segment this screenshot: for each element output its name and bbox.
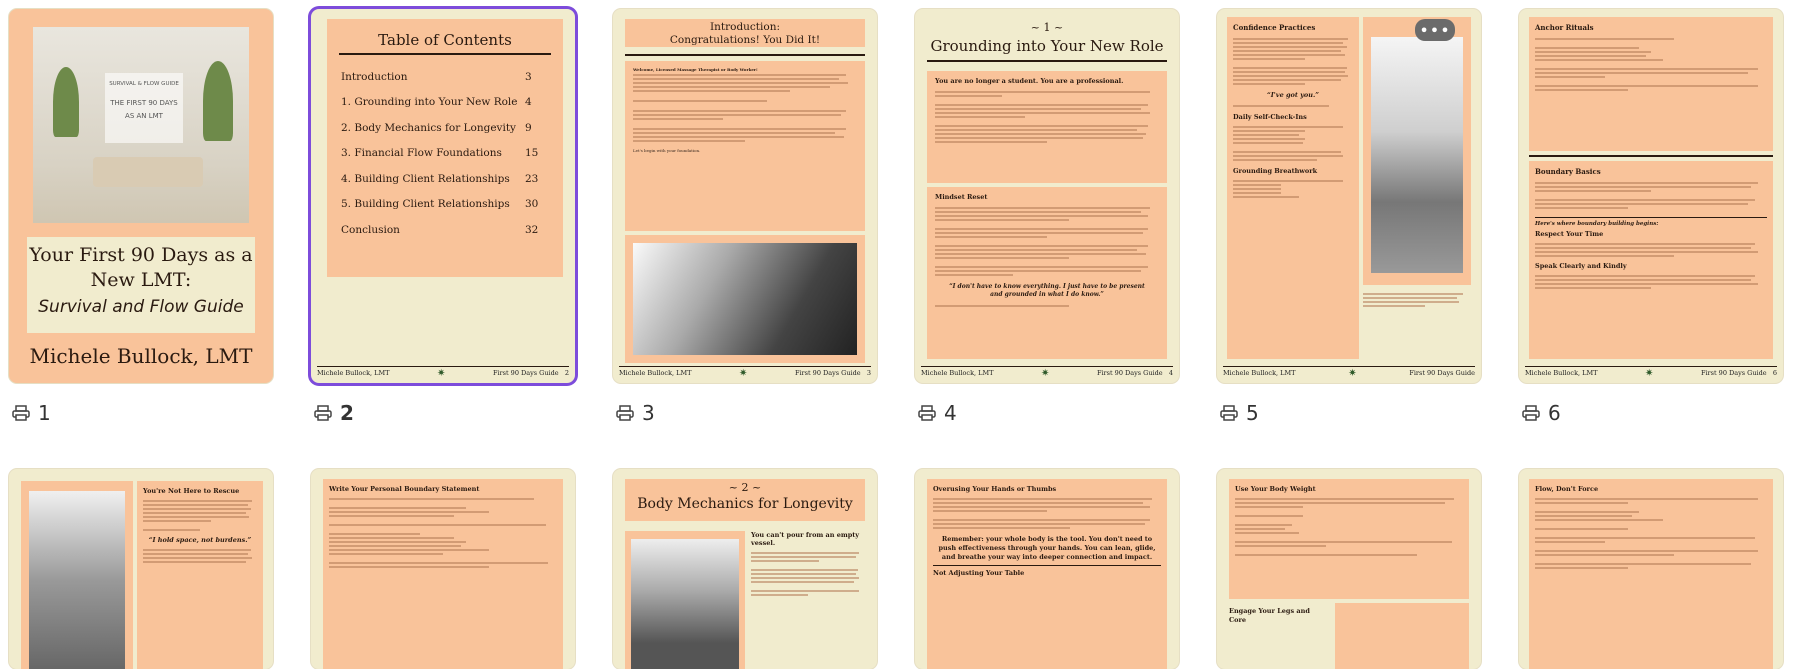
overuse-heading: Overusing Your Hands or Thumbs [933, 485, 1057, 493]
chapter-title: Grounding into Your New Role [930, 37, 1164, 55]
star-icon: ✷ [1645, 367, 1654, 379]
bodyweight-heading: Use Your Body Weight [1235, 485, 1316, 493]
page-thumbnail-10[interactable] [915, 469, 1179, 669]
page-label-5[interactable] [1220, 401, 1259, 425]
chapter2-lead: You can't pour from an empty vessel. [751, 531, 860, 547]
toc-entry-label: 5. Building Client Relationships [341, 198, 510, 210]
speak-heading: Speak Clearly and Kindly [1535, 262, 1627, 270]
toc-entry[interactable] [341, 173, 549, 199]
page-number: 6 [1548, 401, 1561, 425]
page-thumbnail-4[interactable] [915, 9, 1179, 383]
footer-page-number: 2 [564, 369, 569, 377]
printer-icon [12, 405, 30, 421]
toc-divider [339, 53, 551, 55]
therapist-photo [29, 491, 125, 669]
toc-entry-page: 23 [525, 172, 539, 185]
respect-heading: Respect Your Time [1535, 230, 1604, 238]
page-number: 2 [340, 401, 354, 425]
toc-entry-page: 3 [525, 70, 532, 83]
chapter2-number: ~ 2 ~ [728, 481, 762, 494]
page-number: 1 [38, 401, 51, 425]
page-footer [921, 366, 1173, 379]
rescue-quote: “I hold space, not burdens.” [148, 536, 252, 544]
page-number: 5 [1246, 401, 1259, 425]
footer-guide: First 90 Days Guide [1700, 369, 1767, 377]
page-label-3[interactable] [616, 401, 655, 425]
intro-closing: Let's begin with your foundation. [633, 148, 701, 153]
cover-author: Michele Bullock, LMT [29, 344, 253, 368]
chapter2-title-box [625, 479, 865, 521]
footer-author: Michele Bullock, LMT [317, 369, 390, 377]
confidence-quote: “I've got you.” [1267, 91, 1319, 99]
legs-core-text [1229, 607, 1319, 625]
anchor-box [1529, 17, 1773, 151]
page-label-1[interactable] [12, 401, 51, 425]
toc-entry[interactable] [341, 224, 549, 250]
page-number: 3 [642, 401, 655, 425]
cover-sign-title: THE FIRST 90 DAYS AS AN LMT [110, 99, 178, 120]
boundary-heading: Boundary Basics [1535, 167, 1601, 176]
cover-subtitle: Survival and Flow Guide [38, 297, 244, 317]
overuse-box [927, 479, 1167, 669]
chapter-body [927, 71, 1167, 183]
cover-photo [33, 27, 249, 223]
star-icon: ✷ [739, 367, 748, 379]
mindset-heading: Mindset Reset [935, 193, 988, 201]
more-options-button[interactable]: ••• [1415, 19, 1455, 41]
printer-icon [918, 405, 936, 421]
intro-body [625, 61, 865, 231]
intro-welcome: Welcome, Licensed Massage Therapist or Body Worker! [633, 67, 758, 72]
chapter-lead: You are no longer a student. You are a professional. [935, 77, 1124, 85]
confidence-photo-frame [1363, 17, 1471, 285]
rescue-photo-frame [21, 481, 133, 669]
toc-entry-label: 2. Body Mechanics for Longevity [341, 121, 516, 134]
toc-entry[interactable] [341, 96, 549, 122]
checkin-heading: Daily Self-Check-Ins [1233, 113, 1307, 121]
page-thumbnail-2[interactable] [311, 9, 575, 383]
page-label-2[interactable] [314, 401, 354, 425]
boundary-box [1529, 161, 1773, 359]
toc-entry-label: 1. Grounding into Your New Role [341, 96, 518, 108]
toc-entry-label: Conclusion [341, 223, 400, 236]
footer-author: Michele Bullock, LMT [619, 369, 692, 377]
mindset-box [927, 187, 1167, 359]
printer-icon [1522, 405, 1540, 421]
footer-guide: First 90 Days Guide [794, 369, 861, 377]
cover-sign-small: SURVIVAL & FLOW GUIDE [109, 81, 179, 87]
star-icon: ✷ [437, 367, 446, 379]
star-icon: ✷ [1348, 367, 1357, 379]
intro-title: Introduction: Congratulations! You Did It! [669, 21, 821, 46]
toc-heading: Table of Contents [378, 31, 512, 49]
legs-core-photo-frame [1335, 603, 1469, 669]
divider [625, 54, 865, 56]
footer-page-number: 3 [866, 369, 871, 377]
page-thumbnail-12[interactable] [1519, 469, 1783, 669]
confidence-box [1227, 17, 1359, 359]
toc-entry[interactable] [341, 71, 549, 97]
toc-entry[interactable] [341, 147, 549, 173]
toc-entry-page: 4 [525, 96, 532, 108]
toc-entry-page: 9 [525, 121, 532, 134]
flow-heading: Flow, Don't Force [1535, 485, 1599, 493]
breath-text [1363, 291, 1467, 309]
footer-guide: First 90 Days Guide [492, 369, 559, 377]
footer-guide: First 90 Days Guide [1096, 369, 1163, 377]
page-label-4[interactable] [918, 401, 957, 425]
page-label-6[interactable] [1522, 401, 1561, 425]
toc-entry-page: 15 [525, 147, 539, 159]
breath-heading: Grounding Breathwork [1233, 167, 1318, 175]
printer-icon [616, 405, 634, 421]
boundary-statement-box [323, 479, 563, 669]
toc-entry-page: 30 [525, 198, 539, 210]
woman-photo [1371, 37, 1463, 273]
page-thumbnail-6[interactable] [1519, 9, 1783, 383]
star-icon: ✷ [1041, 367, 1050, 379]
page-thumbnail-9[interactable] [613, 469, 877, 669]
printer-icon [314, 405, 332, 421]
table-heading: Not Adjusting Your Table [933, 569, 1025, 577]
toc-entry-label: 4. Building Client Relationships [341, 172, 510, 185]
bodyweight-box [1229, 479, 1469, 599]
page-thumbnail-8[interactable] [311, 469, 575, 669]
rescue-box [137, 481, 263, 669]
boundary-statement-heading: Write Your Personal Boundary Statement [329, 485, 480, 493]
overuse-quote: Remember: your whole body is the tool. You don't need to push effectiveness through your hands. You can lean, glide, and breathe your way into deeper connection and impact. [938, 535, 1156, 561]
printer-icon [1220, 405, 1238, 421]
cover-sign [105, 73, 183, 143]
footer-author: Michele Bullock, LMT [921, 369, 994, 377]
page-footer [1223, 366, 1475, 379]
anchor-heading: Anchor Rituals [1535, 23, 1594, 32]
toc-box [327, 19, 563, 277]
toc-entry-label: Introduction [341, 70, 408, 83]
toc-entry[interactable] [341, 122, 549, 148]
divider [1529, 155, 1773, 157]
toc-entry[interactable] [341, 198, 549, 224]
page-footer [1525, 366, 1777, 379]
footer-page-number: 6 [1772, 369, 1777, 377]
page-thumbnail-11[interactable] [1217, 469, 1481, 669]
chapter2-photo-frame [625, 531, 745, 669]
massage-photo [633, 243, 857, 355]
toc-entry-page: 32 [525, 223, 539, 236]
intro-title-box [625, 19, 865, 47]
footer-guide: First 90 Days Guide [1409, 369, 1475, 377]
page-number: 4 [944, 401, 957, 425]
boundary-begins: Here's where boundary building begins: [1535, 221, 1659, 227]
cover-title: Your First 90 Days as a New LMT: [29, 244, 253, 291]
page-thumbnail-3[interactable] [613, 9, 877, 383]
footer-author: Michele Bullock, LMT [1525, 369, 1598, 377]
intro-photo-frame [625, 235, 865, 363]
page-thumbnail-5[interactable] [1217, 9, 1481, 383]
page-footer [317, 366, 569, 379]
footer-author: Michele Bullock, LMT [1223, 369, 1296, 377]
toc-entry-label: 3. Financial Flow Foundations [341, 147, 502, 159]
cover-title-box [27, 237, 255, 333]
divider [927, 60, 1167, 62]
page-footer [619, 366, 871, 379]
chapter-number: ~ 1 ~ [1030, 21, 1064, 34]
page-thumbnail-7[interactable] [9, 469, 273, 669]
chapter2-text [751, 531, 865, 598]
legs-core-heading: Engage Your Legs and Core [1229, 607, 1310, 624]
toc-list [341, 71, 549, 250]
confidence-heading: Confidence Practices [1233, 23, 1316, 32]
footer-page-number: 4 [1168, 369, 1173, 377]
flow-box [1529, 479, 1773, 669]
mindset-quote: “I don't have to know everything. I just have to be present and grounded in what I do know.” [949, 283, 1145, 298]
chapter2-title: Body Mechanics for Longevity [637, 496, 853, 512]
page-thumbnail-1[interactable] [9, 9, 273, 383]
smiling-woman-photo [631, 539, 739, 669]
rescue-heading: You're Not Here to Rescue [143, 487, 240, 495]
